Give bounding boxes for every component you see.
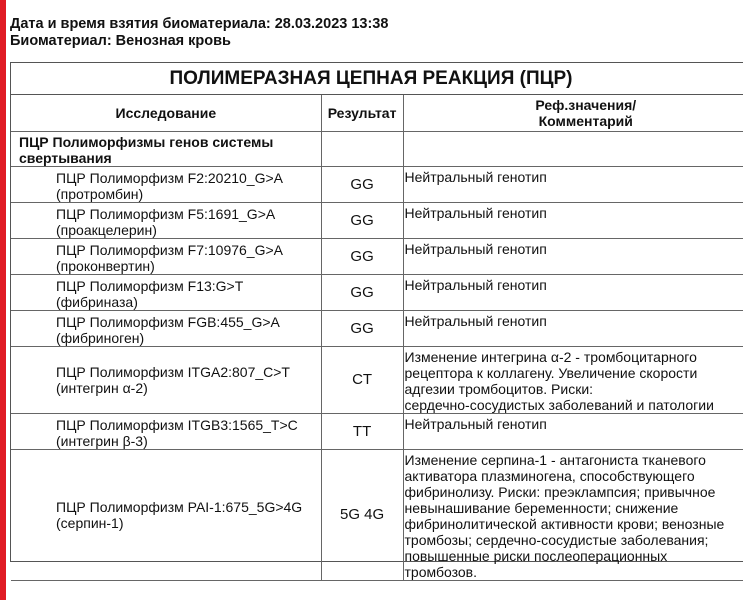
study-name: ПЦР Полиморфизм F5:1691_G>A (проакцелерин) [11, 203, 321, 239]
reference-comment: Нейтральный генотип [403, 414, 743, 450]
column-header-reference: Реф.значения/ Комментарий [403, 95, 743, 132]
result-value: CT [321, 347, 403, 414]
result-value: TT [321, 414, 403, 450]
study-name: ПЦР Полиморфизм F2:20210_G>A (протромбин) [11, 167, 321, 203]
result-value: GG [321, 167, 403, 203]
study-name: ПЦР Полиморфизм ITGB3:1565_T>C (интегрин β-3) [11, 414, 321, 450]
table-row [11, 275, 743, 311]
reference-comment: Нейтральный генотип [403, 203, 743, 239]
table-row [11, 414, 743, 450]
study-name: ПЦР Полиморфизм ITGA2:807_C>T (интегрин α-2) [11, 347, 321, 414]
column-header-result: Результат [321, 95, 403, 132]
results-table [11, 95, 743, 581]
pcr-report-frame [10, 62, 743, 580]
result-value: GG [321, 275, 403, 311]
reference-comment: Нейтральный генотип [403, 239, 743, 275]
table-row [11, 203, 743, 239]
reference-comment: Изменение интегрина α-2 - тромбоцитарного рецептора к коллагену. Увеличение скорости адгезии тромбоцитов. Риски: сердечно-сосудистых заболеваний и патологии [403, 347, 743, 414]
reference-comment: Нейтральный генотип [403, 167, 743, 203]
table-row [11, 239, 743, 275]
table-row [11, 311, 743, 347]
results-body [11, 167, 743, 581]
study-name: ПЦР Полиморфизм PAI-1:675_5G>4G (серпин-1) [11, 450, 321, 581]
result-value: GG [321, 203, 403, 239]
section-title: ПЦР Полиморфизмы генов системы свертывания [11, 132, 321, 167]
biomaterial: Биоматериал: Венозная кровь [10, 33, 231, 49]
left-red-edge [0, 0, 6, 600]
report-title: ПОЛИМЕРАЗНАЯ ЦЕПНАЯ РЕАКЦИЯ (ПЦР) [11, 63, 743, 95]
table-header-row [11, 95, 743, 132]
study-name: ПЦР Полиморфизм F7:10976_G>A (проконвертин) [11, 239, 321, 275]
table-row [11, 167, 743, 203]
sample-header [10, 16, 388, 50]
table-row [11, 450, 743, 581]
result-value: 5G 4G [321, 450, 403, 581]
table-row [11, 347, 743, 414]
study-name: ПЦР Полиморфизм F13:G>T (фибриназа) [11, 275, 321, 311]
reference-comment: Изменение серпина-1 - антагониста тканевого активатора плазминогена, способствующего фибринолизу. Риски: преэклампсия; привычное невынашивание беременности; снижение фибринолитической активности крови; венозные тромбозы; сердечно-сосудистые заболевания; повышенные риски послеоперационных тромбозов. [403, 450, 743, 581]
result-value: GG [321, 311, 403, 347]
reference-comment: Нейтральный генотип [403, 311, 743, 347]
column-header-study: Исследование [11, 95, 321, 132]
section-row [11, 132, 743, 167]
result-value: GG [321, 239, 403, 275]
study-name: ПЦР Полиморфизм FGB:455_G>A (фибриноген) [11, 311, 321, 347]
reference-comment: Нейтральный генотип [403, 275, 743, 311]
collection-datetime: Дата и время взятия биоматериала: 28.03.2023 13:38 [10, 16, 389, 32]
